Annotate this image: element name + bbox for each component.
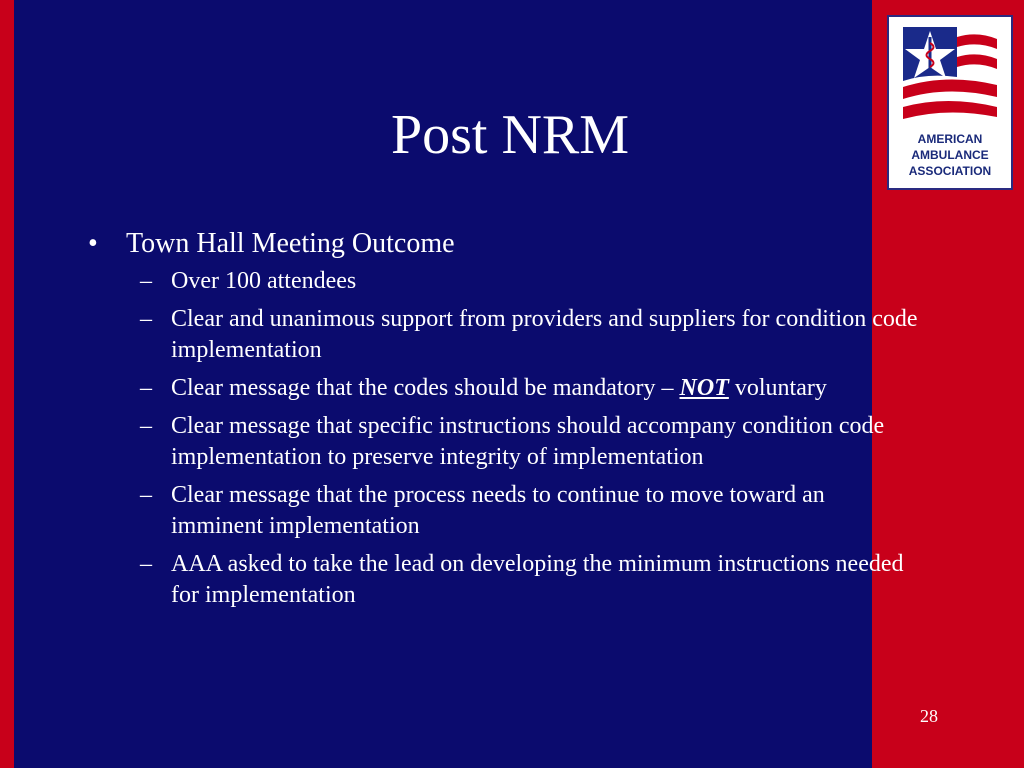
sub-bullet-item — [80, 266, 920, 297]
dash-icon: – — [140, 306, 152, 332]
sub-bullet-text: AAA asked to take the lead on developing the minimum instructions needed for implementation — [171, 551, 904, 608]
logo-text — [889, 131, 1011, 179]
sub-bullet-text: Clear message that the codes should be mandatory – — [171, 375, 680, 401]
sub-bullet-item — [80, 480, 920, 542]
sub-bullet-list — [80, 266, 920, 611]
sub-bullet-text: Clear and unanimous support from providers and suppliers for condition code implementation — [171, 306, 918, 363]
dash-icon: – — [140, 482, 152, 508]
sub-bullet-text-after: voluntary — [728, 375, 827, 401]
bullet-item — [80, 226, 920, 262]
logo-line-association: ASSOCIATION — [908, 164, 992, 178]
sub-bullet-text: Clear message that the process needs to continue to move toward an imminent implementation — [171, 482, 825, 539]
dash-icon: – — [140, 551, 152, 577]
logo-line-american: AMERICAN — [917, 132, 983, 146]
sub-bullet-item — [80, 549, 920, 611]
sub-bullet-item — [80, 373, 920, 404]
sub-bullet-item — [80, 411, 920, 473]
left-red-stripe — [0, 0, 14, 768]
page-number: 28 — [920, 706, 938, 726]
bullet-dot-icon: • — [88, 228, 98, 259]
american-ambulance-association-logo — [887, 15, 1013, 190]
slide-content — [80, 226, 920, 618]
sub-bullet-item — [80, 304, 920, 366]
dash-icon: – — [140, 268, 152, 294]
star-of-life-flag-icon — [897, 23, 1003, 129]
emphasis-not: NOT — [679, 375, 729, 401]
dash-icon: – — [140, 375, 152, 401]
dash-icon: – — [140, 413, 152, 439]
sub-bullet-text: Clear message that specific instructions should accompany condition code implementation to preserve integrity of implementation — [171, 413, 885, 470]
logo-line-ambulance: AMBULANCE — [911, 148, 989, 162]
slide-title: Post NRM — [390, 104, 630, 166]
sub-bullet-text: Over 100 attendees — [171, 268, 357, 294]
bullet-text: Town Hall Meeting Outcome — [126, 228, 455, 259]
